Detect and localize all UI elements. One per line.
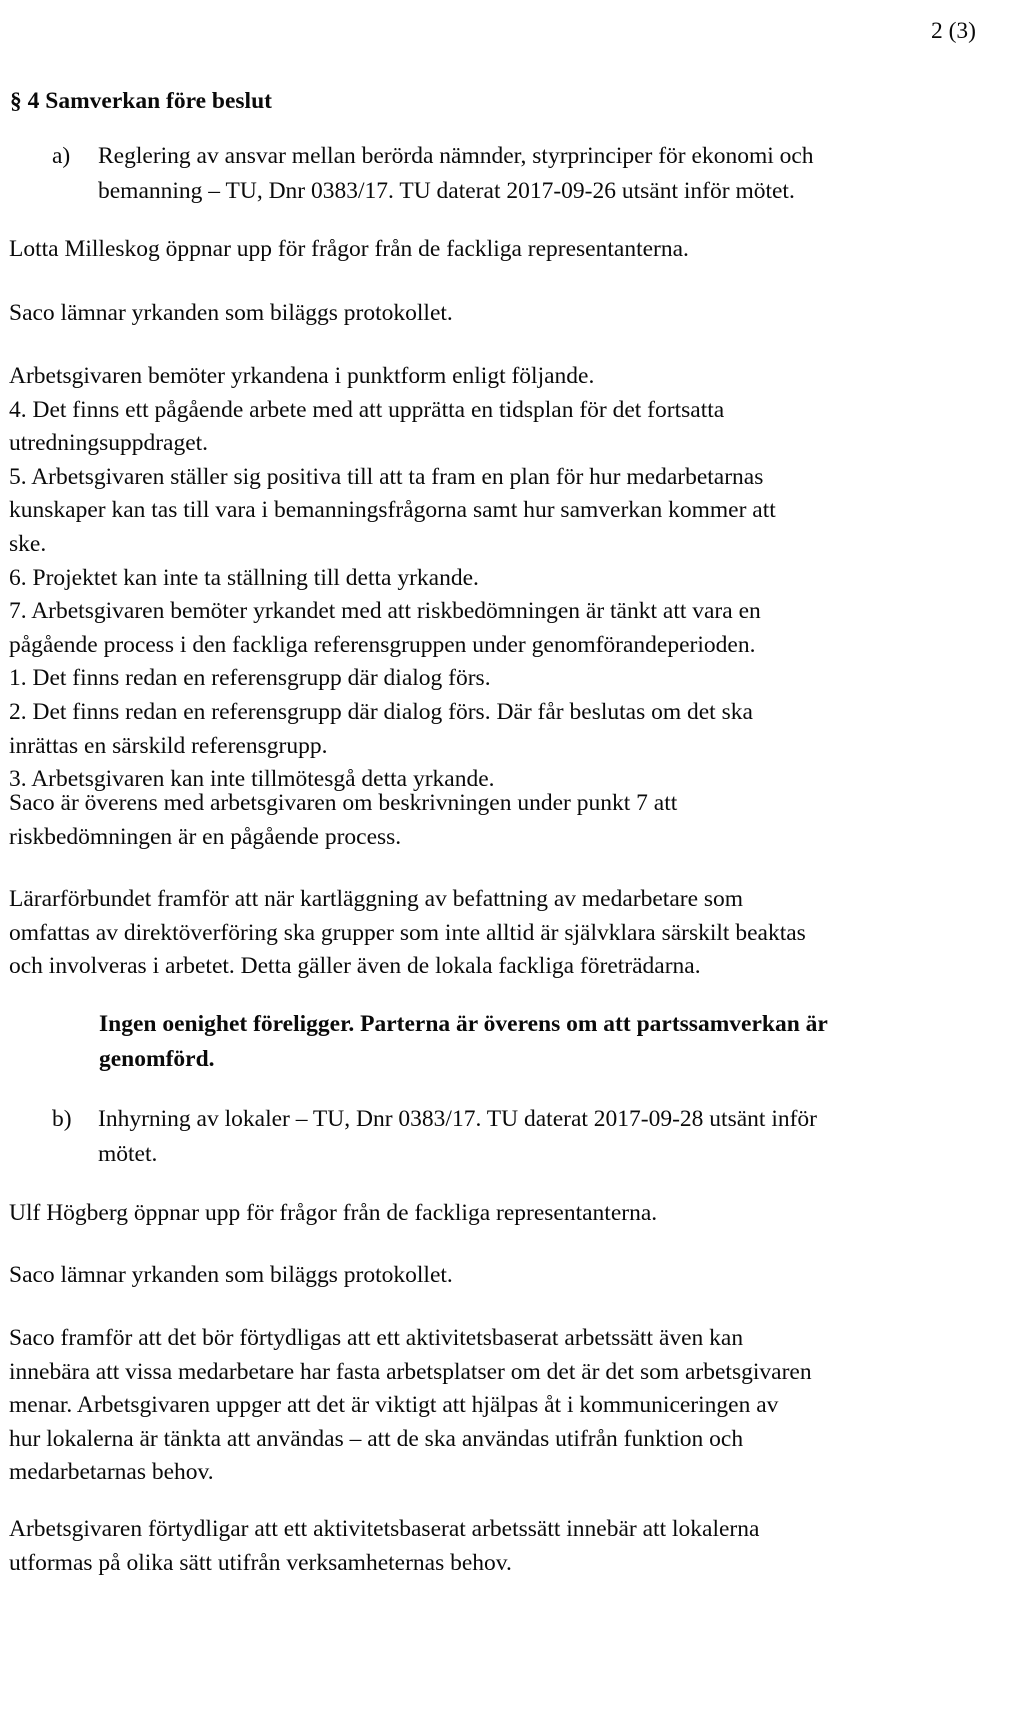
agenda-item-a: [52, 139, 1016, 209]
text-line: pågående process i den fackliga referensgruppen under genomförandeperioden.: [9, 631, 756, 658]
text-line: Arbetsgivaren bemöter yrkandena i punktform enligt följande.: [9, 363, 595, 389]
text-line: kunskaper kan tas till vara i bemanningsfrågorna samt hur samverkan kommer att: [9, 497, 776, 524]
item-text: [98, 1102, 1016, 1172]
item-line: bemanning – TU, Dnr 0383/17. TU daterat 2017-09-26 utsänt inför mötet.: [98, 178, 795, 204]
section-title: § 4 Samverkan före beslut: [10, 88, 272, 114]
paragraph-lararforbundet: [9, 883, 1020, 984]
text-line: Lärarförbundet framför att när kartläggning av befattning av medarbetare som: [9, 886, 744, 912]
item-text: [98, 139, 1016, 209]
text-line: utredningsuppdraget.: [9, 430, 209, 457]
conclusion-line: genomförd.: [99, 1046, 215, 1072]
text-line: medarbetarnas behov.: [9, 1459, 214, 1486]
text-line: omfattas av direktöverföring ska grupper som inte alltid är självklara särskilt beaktas: [9, 919, 806, 946]
item-marker: b): [52, 1106, 72, 1132]
text-line: Saco är överens med arbetsgivaren om beskrivningen under punkt 7 att: [9, 790, 678, 816]
paragraph-ulf: Ulf Högberg öppnar upp för frågor från de fackliga representanterna.: [9, 1200, 658, 1226]
paragraph-saco-yrkanden-b: Saco lämnar yrkanden som biläggs protokollet.: [9, 1262, 453, 1288]
text-line: hur lokalerna är tänkta att användas – att de ska användas utifrån funktion och: [9, 1425, 744, 1452]
text-line: menar. Arbetsgivaren uppger att det är viktigt att hjälpas åt i kommuniceringen av: [9, 1392, 779, 1419]
text-line: 2. Det finns redan en referensgrupp där dialog förs. Där får beslutas om det ska: [9, 698, 753, 725]
paragraph-lotta: Lotta Milleskog öppnar upp för frågor från de fackliga representanterna.: [9, 236, 689, 262]
item-line: Reglering av ansvar mellan berörda nämnder, styrprinciper för ekonomi och: [98, 143, 814, 169]
text-line: 3. Arbetsgivaren kan inte tillmötesgå detta yrkande.: [9, 766, 495, 793]
text-line: och involveras i arbetet. Detta gäller även de lokala fackliga företrädarna.: [9, 953, 701, 980]
conclusion-a: [99, 1007, 1024, 1077]
paragraph-employer-response: [9, 360, 1020, 797]
item-marker: a): [52, 143, 71, 169]
paragraph-saco-yrkanden: Saco lämnar yrkanden som biläggs protokollet.: [9, 300, 453, 326]
text-line: utformas på olika sätt utifrån verksamheternas behov.: [9, 1549, 512, 1576]
text-line: riskbedömningen är en pågående process.: [9, 823, 402, 850]
text-line: innebära att vissa medarbetare har fasta arbetsplatser om det är det som arbetsgivaren: [9, 1358, 812, 1385]
text-line: ske.: [9, 530, 47, 557]
text-line: Arbetsgivaren förtydligar att ett aktivitetsbaserat arbetssätt innebär att lokalerna: [9, 1516, 760, 1542]
text-line: 6. Projektet kan inte ta ställning till detta yrkande.: [9, 564, 479, 591]
page-number: 2 (3): [930, 18, 976, 44]
paragraph-employer-clarify: [9, 1513, 1020, 1580]
text-line: inrättas en särskild referensgrupp.: [9, 732, 328, 759]
paragraph-saco-agrees: [9, 787, 1020, 854]
text-line: 7. Arbetsgivaren bemöter yrkandet med att riskbedömningen är tänkt att vara en: [9, 598, 761, 625]
text-line: 5. Arbetsgivaren ställer sig positiva till att ta fram en plan för hur medarbetarnas: [9, 463, 764, 490]
paragraph-saco-clarify: [9, 1322, 1020, 1490]
text-line: Saco framför att det bör förtydligas att ett aktivitetsbaserat arbetssätt även kan: [9, 1325, 744, 1351]
text-line: 1. Det finns redan en referensgrupp där dialog förs.: [9, 665, 491, 692]
conclusion-line: Ingen oenighet föreligger. Parterna är överens om att partssamverkan är: [99, 1011, 828, 1037]
text-line: 4. Det finns ett pågående arbete med att upprätta en tidsplan för det fortsatta: [9, 396, 725, 423]
item-line: Inhyrning av lokaler – TU, Dnr 0383/17. TU daterat 2017-09-28 utsänt inför: [98, 1106, 817, 1132]
agenda-item-b: [52, 1102, 1016, 1172]
item-line: mötet.: [98, 1141, 158, 1167]
